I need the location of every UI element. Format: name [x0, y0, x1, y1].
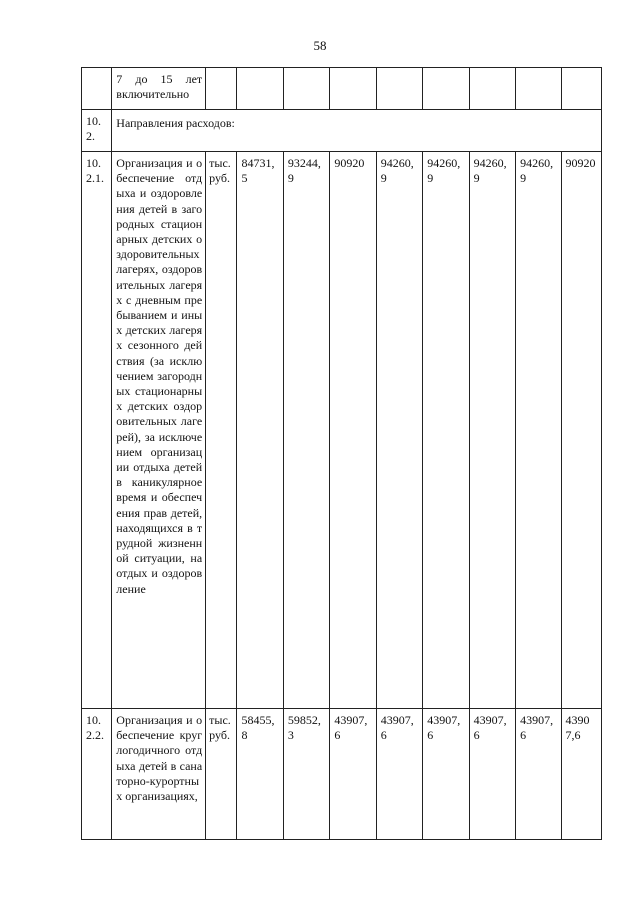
value-cell — [330, 68, 376, 110]
indicator-name-cell: Организация и обеспечение отдыха и оздоровления детей в загородных стационарных детских оздоровительных лагерях, оздоровительных лагерях с дневным пребыванием и иных детских лагерях сезонного действия (за исключением загородных стационарных детских оздоровительных лагерей), за исключением организации отдыха детей в каникулярное время и обеспечения прав детей, находящихся в трудной жизненной ситуации, на отдых и оздоровление — [112, 152, 206, 709]
value-cell: 58455,8 — [237, 709, 283, 840]
row-number-cell: 10. 2. — [82, 110, 112, 152]
unit-cell: тыс. руб. — [206, 709, 237, 840]
value-cell: 43907,6 — [561, 709, 601, 840]
value-cell: 94260,9 — [423, 152, 469, 709]
indicator-name-cell — [112, 68, 206, 110]
value-cell: 90920 — [561, 152, 601, 709]
value-cell: 43907,6 — [516, 709, 561, 840]
indicator-name-line: включительно — [116, 87, 190, 102]
row-number-cell — [82, 68, 112, 110]
value-cell: 90920 — [330, 152, 376, 709]
value-cell: 93244,9 — [283, 152, 329, 709]
value-cell — [469, 68, 515, 110]
table-row — [82, 709, 602, 840]
value-cell: 94260,9 — [516, 152, 561, 709]
value-cell: 84731,5 — [237, 152, 283, 709]
value-cell: 94260,9 — [376, 152, 422, 709]
value-cell: 94260,9 — [469, 152, 515, 709]
table-row — [82, 110, 602, 152]
value-cell — [376, 68, 422, 110]
table-row — [82, 68, 602, 110]
table-row — [82, 152, 602, 709]
expenditure-table — [81, 67, 602, 840]
value-cell: 43907,6 — [423, 709, 469, 840]
row-number-cell: 10. 2.1. — [82, 152, 112, 709]
value-cell — [283, 68, 329, 110]
value-cell — [561, 68, 601, 110]
value-cell — [516, 68, 561, 110]
value-cell: 43907,6 — [330, 709, 376, 840]
page-number: 58 — [313, 38, 327, 53]
section-title-cell: Направления расходов: — [112, 110, 602, 152]
row-number-cell: 10. 2.2. — [82, 709, 112, 840]
indicator-name-line: 7 до 15 лет — [116, 72, 203, 86]
value-cell — [237, 68, 283, 110]
value-cell: 59852,3 — [283, 709, 329, 840]
value-cell — [423, 68, 469, 110]
unit-cell: тыс. руб. — [206, 152, 237, 709]
value-cell: 43907,6 — [376, 709, 422, 840]
unit-cell — [206, 68, 237, 110]
indicator-name-cell: Организация и обеспечение круглогодичного отдыха детей в санаторно-курортных организациях, — [112, 709, 206, 840]
value-cell: 43907,6 — [469, 709, 515, 840]
